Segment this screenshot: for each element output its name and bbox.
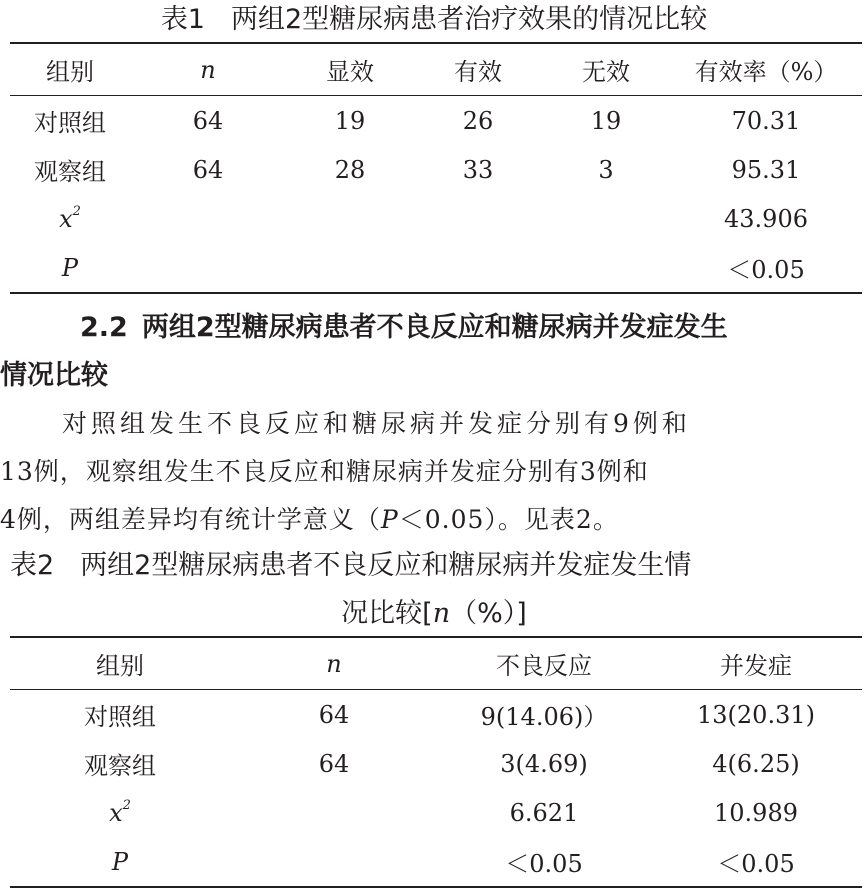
body-paragraph <box>0 400 868 544</box>
table2-header-adverse: 不良反应 <box>438 637 650 690</box>
table-cell: 3(4.69) <box>500 749 588 778</box>
table-cell: 对照组 <box>84 703 156 731</box>
table2 <box>10 636 862 888</box>
paragraph-line: 13例，观察组发生不良反应和糖尿病并发症分别有3例和 <box>0 457 649 486</box>
table-cell: 观察组 <box>34 158 106 186</box>
table-cell: 4(6.25) <box>712 749 800 778</box>
table-cell: 9(14.06)） <box>480 703 608 731</box>
table-row <box>10 690 862 740</box>
table-row <box>10 96 862 146</box>
table1-p-value: ＜0.05 <box>670 243 862 293</box>
p-label: P <box>10 243 130 293</box>
section-number: 2.2 <box>80 312 128 343</box>
table-cell: 19 <box>334 106 366 135</box>
section-title-line1: 两组2型糖尿病患者不良反应和糖尿病并发症发生 <box>141 312 728 343</box>
table-cell: 70.31 <box>731 106 801 135</box>
table-cell: 64 <box>192 155 224 184</box>
table1-header-marked: 显效 <box>286 43 414 96</box>
table2-title: 两组2型糖尿病患者不良反应和糖尿病并发症发生情 <box>80 550 692 581</box>
table1-header-n: n <box>130 43 286 96</box>
table2-p-row <box>10 837 862 887</box>
table-cell: 64 <box>318 700 350 729</box>
table2-chi-value-complication: 10.989 <box>714 798 798 827</box>
table-cell: 对照组 <box>34 109 106 137</box>
table2-header-row <box>10 637 862 690</box>
table1-p-row <box>10 243 862 293</box>
table1-header-row <box>10 43 862 96</box>
table1-title: 两组2型糖尿病患者治疗效果的情况比较 <box>231 4 708 35</box>
table-row <box>10 145 862 194</box>
paragraph-line: 对照组发生不良反应和糖尿病并发症分别有9例和 <box>62 409 691 438</box>
table1-header-rate: 有效率（%） <box>670 43 862 96</box>
section-heading <box>0 304 868 400</box>
table-row <box>10 739 862 788</box>
table-cell: 28 <box>334 155 366 184</box>
table2-chi-row <box>10 788 862 837</box>
section-title-line2: 情况比较 <box>0 360 108 391</box>
table2-caption <box>0 546 868 634</box>
chi-square-label: $x^2$ <box>59 203 81 233</box>
table-cell: 19 <box>590 106 622 135</box>
table-cell: 观察组 <box>84 752 156 780</box>
table1-chi-value: 43.906 <box>724 204 808 233</box>
table-cell: 26 <box>462 106 494 135</box>
paragraph-line: 4例，两组差异均有统计学意义（P＜0.05）。见表2。 <box>0 505 619 534</box>
table-cell: 3 <box>598 155 614 184</box>
p-label: P <box>10 837 230 887</box>
table2-header-complication: 并发症 <box>650 637 862 690</box>
chi-square-label: $x^2$ <box>109 797 131 827</box>
table2-header-group: 组别 <box>10 637 230 690</box>
table2-p-value-complication: ＜0.05 <box>650 837 862 887</box>
table1-label: 表1 <box>160 4 205 35</box>
table-cell: 95.31 <box>731 155 801 184</box>
table2-title-line2: 况比较[n（%）] <box>341 598 527 629</box>
table1-caption <box>0 0 868 40</box>
table2-p-value-adverse: ＜0.05 <box>438 837 650 887</box>
table1-header-group: 组别 <box>10 43 130 96</box>
table1-header-effective: 有效 <box>414 43 542 96</box>
table2-label: 表2 <box>10 550 55 581</box>
table-cell: 64 <box>192 106 224 135</box>
table1-chi-row <box>10 194 862 243</box>
table-cell: 64 <box>318 749 350 778</box>
table2-chi-value-adverse: 6.621 <box>509 798 579 827</box>
table1-header-ineffective: 无效 <box>542 43 670 96</box>
table2-header-n: n <box>230 637 438 690</box>
table-cell: 33 <box>462 155 494 184</box>
table-cell: 13(20.31) <box>697 700 815 729</box>
table1 <box>10 42 862 294</box>
